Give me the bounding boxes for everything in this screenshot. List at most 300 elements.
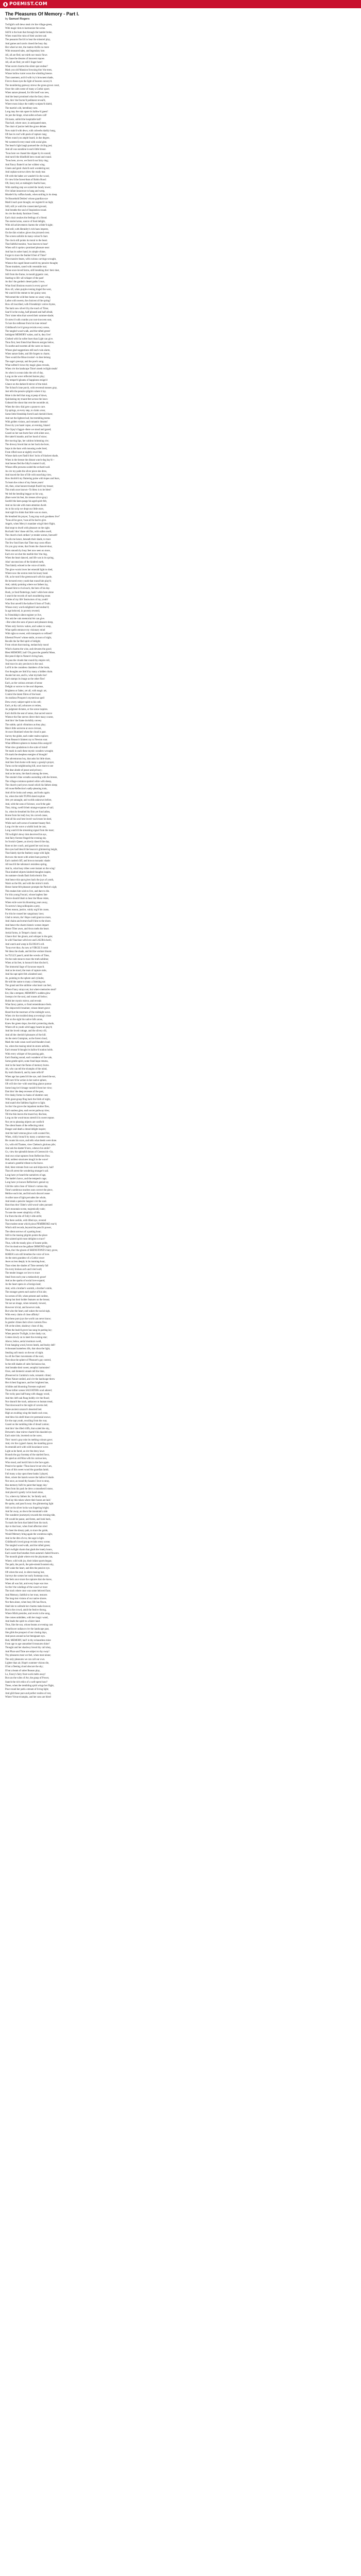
poem-line: On the dim window glows the pictured crest. [5,231,50,234]
poem-line: As the stern grandeur of a Gothic tower [5,1257,45,1260]
poem-line: The shipwreck'd mariner, whose desert grave [5,1007,50,1010]
poem-line: I was of this sweet wood the guardian lamb; [5,1469,49,1472]
poem-line: And Place and Time are subject to thy sway! [5,1650,50,1653]
poem-line: Each, as the various avenues of sense [5,682,42,685]
poem-line: With old achievement charms the wilder'd sight; [5,224,53,227]
poem-line: Thus, with the manly glow of honest pride, [5,1242,48,1245]
poem-line: Recalls the far-fled spirit of delight; [5,640,41,643]
poem-line: The silent sorrows of a parting hour; [5,1230,42,1233]
poem-line: As jars the hinge, what sullen echoes call! [5,114,47,117]
poem-line: When nature fades, and life forgets to charm; [5,352,50,355]
poem-line: And breathe the soul of Inspiration round. [5,209,47,212]
poem-line: Oft will she rise--with searching glance pursue [5,1083,52,1086]
poem-line: Her tatter'd mantle, and her hood of straw; [5,436,47,439]
poem-line: Oft, fancy-led, at midnight's fearful hour, [5,182,46,185]
poem-line: The church-yard yews round which his fathers sleep; [5,784,58,787]
poem-line: Where moss inlays the rudely-sculptur'd shield, [5,103,53,106]
poem-line: On yon gray stone, that fronts the chancel-door, [5,546,53,549]
poem-line: Till the thin leaves the truant boy disclose, [5,1113,47,1116]
poem-line: For this young Foscari, whose hapless fate [5,894,47,897]
site-header [0,0,361,8]
poem-line: Aerial forms, in Tempe's classic vale, [5,931,42,935]
poem-line: And sigh'd to think that little was no more, [5,512,48,515]
poem-line: The sage's precept, and the poet's song. [5,360,44,363]
poem-line: Its emerald arch with wild luxuriance wove. [5,1446,49,1449]
poem-line: The tender images we love to trace [5,1272,40,1275]
poem-line: With giant-grasp fling back the folds of night, [5,1098,51,1101]
poem-line: And hies from home with many a gossip's prayer, [5,761,55,765]
poem-line: Ere, like a tempest, MEMORY's sudden glow [5,992,51,995]
poem-line: When the hush'd grove has sung its parting lay; [5,1329,52,1332]
poem-line: Some long-lov'd image vanish'd from her view; [5,1087,53,1090]
poem-line: The few fond lines that Time may soon efface. [5,542,52,545]
site-logo-text: POEMIST.COM [9,2,47,7]
poem-line: When exile wore his blooming years away, [5,901,48,904]
poem-line: Whose glad suggestions still each vain alarm, [5,349,51,352]
poem-line: When reason, justice, vainly urg'd his cause, [5,909,50,912]
poem-line: And far away, as down the mountain's side [5,1511,48,1514]
poem-line: Giants and genii chain'd each wondering ear; [5,167,50,171]
poem-line: We bless the shade, and bid the verdure bloom: [5,951,52,954]
poem-line: With startling step we scaled the lonely tower; [5,186,51,189]
poem-line: Sooth'd the keen pangs his aged spirit felt, [5,500,47,503]
poem-line: Hence Tiber awes, and Avon melts the heart. [5,928,50,931]
poem-line: Thus, thro' the gloom of SHENSTONE'S fairy grove, [5,1249,58,1252]
poem-line: Mute is the bell that rung at peep of dawn, [5,394,47,397]
poem-line: And gild those pure and perfect realms of rest, [5,1692,52,1695]
poem-line: Stamp but their bolder features on the breast; [5,1298,50,1301]
poem-line: And placed it gently in his hand alone, [5,1492,44,1495]
poem-line: He lectured every youth that round him play'd; [5,580,52,583]
poem-line: The subtle, quick vibrations as they play; [5,723,46,726]
poem-line: And steals a pensive languor o'er the soul. [5,1200,47,1203]
poem-line: Twilight's soft dews steal o'er the village-green, [5,24,53,26]
poem-line: O'er infant innocence to hang and weep, [5,190,45,193]
poem-line: Each stamps its image as the other flies! [5,678,45,681]
poem-line: By truth illumin'd, and by taste refin'd? [5,1072,44,1075]
poem-line: What different spheres to human bliss assign'd! [5,742,52,745]
poem-content [0,8,361,2576]
poem-line: And leads the spirit to a fairer land. [5,1620,40,1623]
poem-line: Roused him to rival each, the hero of his day. [5,587,50,590]
poem-line: Long on the wave reflected lustres play; [5,375,45,378]
poem-line: And, with the sons of Science, woo'd the gale [5,803,51,806]
poem-line: And the loved cottage, and the silvery rill, [5,1030,47,1033]
poem-line: That downward to the night of caverns led; [5,1404,48,1408]
poem-line: Nor shunn'd the track, unknown to human tread, [5,1401,53,1404]
poem-line: A thousand nameless rills, that shun the light, [5,1348,51,1351]
poem-line: A blithe and blooming Forester explored [5,1385,45,1388]
poem-line: And thro' the frame invisibly convey [5,720,42,723]
poem-line: Full many a day upon these banks I played, [5,1472,48,1476]
poem-line: Gild the calm close of Valour's various day. [5,1185,48,1188]
poem-line: And heroes fled the Sibyl's mutter'd call, [5,462,46,465]
poem-line: Awake but one, and lo, what myriads rise! [5,674,47,677]
poem-line: Yet not an image, when remotely viewed, [5,1302,46,1306]
poem-line: And as the sparks of social love expand, [5,1280,45,1283]
poem-line: Thus kindred objects kindred thoughts inspire, [5,871,52,874]
poem-line: In gentler climes their silver currents flow. [5,1321,47,1324]
poem-line: And pours around us her benignant rays. [5,1635,45,1638]
poem-line: Than when the shades of Time serenely fall [5,1264,48,1267]
poem-line: Oft when the soul, in silent musing lost, [5,1571,45,1574]
poem-line: However trivial, and however rude, [5,1306,41,1309]
poem-line: To note the sweet simplicity of life, [5,1211,41,1214]
poem-line: This makes him wish to live, and dare to die. [5,890,50,893]
poem-line: O'er dusky forms in chains of slumber cast; [5,1094,48,1097]
poem-line: And hence this spot gives back the joys of youth, [5,878,54,882]
poem-line: Still to the musing pilgrim points the place [5,1234,47,1237]
poem-line: And games and carols closed the busy day. [5,42,48,45]
poem-line: Arts yet untaught, and worlds unknown before, [5,799,52,802]
poem-line: Far from the din of Folly's idle strife; [5,1215,42,1218]
poem-line: Ah, then, what honest triumph flush'd my breast; [5,485,54,488]
poem-line: Each sweet that breathes from autumn's faded flowers. [5,1552,59,1555]
poem-line: The village-common spotted white with sheep, [5,780,52,783]
poem-line: Delight or sorrow to the soul dispense, [5,686,44,689]
poem-line: Surveys the scenes her early footsteps crost, [5,1574,49,1578]
poem-line: Ah, who can tell the triumphs of the mind, [5,1067,47,1071]
poem-line: What spells entrance my visionary mind [5,629,45,632]
poem-line: Time's sombrous touches soon correct the piece, [5,1189,53,1192]
byline-by: by [5,18,8,21]
poem-line: Mark yon old Mansion frowning thro' the trees, [5,69,53,72]
poem-line: MARIA's urn still breathes the voice of love. [5,1253,50,1256]
poem-line: In age beloved, in poverty revered; [5,610,40,613]
poem-line: Fair on the sight his native hills arose, [5,1019,43,1022]
poem-line: Long watch'd the streaming signal from the mast; [5,829,55,833]
poem-line: And traced the line of life with searching view, [5,473,52,477]
poem-line: The stranger greets each native of his isle; [5,1291,47,1294]
poem-line: The adventurous boy, that asks his little share, [5,757,51,760]
poem-line: That casement, arch'd with ivy's brownest shade, [5,76,54,79]
site-logo[interactable] [3,2,47,7]
poem-line: He told the name to many a listening ear. [5,980,46,984]
poem-line: Lighter than air, Hope's summer-visions die, [5,1662,50,1665]
poem-line: Each sunless glen, each secret pathway tries; [5,1109,50,1112]
poem-line: Ethereal Power! whose smile, at noon of night, [5,636,52,639]
poem-line: And has its sober hand, its simple chime, [5,250,46,253]
poem-line: And lo, what busy tribes were instant on the wing! [5,867,55,870]
poem-line: The mouldering gateway strews the grass-grown court, [5,84,60,87]
poem-line: And the bald veteran glows with wonted fire, [5,1132,50,1135]
poem-line: To pass the clouds that round thy empire roll, [5,659,50,662]
poem-line: Aye to that hour, when fond affection tried [5,1526,47,1529]
poem-line: Some gentle spirit, some fond hope returns, [5,1060,48,1063]
poem-line: Pensive he spoke--'Thou know'st not who I am, [5,1465,52,1468]
poem-line: The Gipsy's faggot--there we stood and gazed; [5,428,52,431]
poem-line: From whom that musing, melancholy mood [5,644,49,647]
poem-line: When Nature smiled, and o'er the landscape threw [5,1378,55,1381]
poem-line: Her eyes had bless'd the beacon's glimmering height, [5,848,58,851]
poem-line: Pour round her path a stream of living light; [5,1688,49,1691]
poem-line: Childhood's lov'd group revisits every scene, [5,326,50,329]
poem-line: What slow gradations in the scale of mind! [5,746,48,749]
poem-line: When the heart danced, and life was in its spring, [5,557,54,560]
poem-line: Her wheel at rest, the matron thrills no more [5,46,50,49]
poem-line: She feels once more the raptures that she knew, [5,1579,52,1582]
poem-line: Go, view the splendid domes of Greenwich--Go, [5,1151,54,1154]
poem-line: When all was fair, and every hope was true. [5,1582,48,1585]
poem-line: At once illumined when the cloud is past. [5,731,46,734]
poem-line: What soften'd views thy magic glass reveals, [5,364,50,367]
poem-line: And the heart promised what the fancy drew. [5,95,50,98]
poem-line: Blest MEMORY, hail! Oh grant the grateful Muse, [5,652,56,655]
poem-line: He spoke, and pass'd away: the glimmering light [5,1503,54,1506]
poem-line: Till twilight's dewy tints deceived his eye, [5,833,47,836]
poem-line: From hanging wood, brown heath, and bushy dell! [5,1344,56,1347]
poem-line: (Bare were his feet, his tresses silver-gray) [5,496,47,499]
poem-line: See, thro' the fractur'd pediment reveal'd, [5,99,46,102]
poem-line: Holds her mystic mirror, and reveals [5,999,42,1003]
poem-line: Here, where the hazels weave the hallow'd shade. [5,1477,55,1479]
poem-line: But can the wiles of Art, the grasp of Power, [5,1677,50,1680]
poem-line: Hail, noblest structures imag'd in the wave! [5,1159,48,1162]
poem-line: It calls me hence, beneath their shade, to trace [5,538,51,541]
poem-line: --But when the sons of peace and pleasure sleep, [5,621,54,624]
poem-line: Control the latent fibres of the heart. [5,693,41,696]
poem-line: So oft the finer movements of the soul, [5,1355,44,1358]
poem-line: Long may the ruin spare its hallow'd guest! [5,110,48,113]
poem-line: Murder'd by ruffian hands, when smiling in its sleep. [5,194,58,197]
poem-line: Where oft in youth with happy hearts he play'd; [5,1026,53,1029]
poem-line: Gazed on her sun-burnt face with silent awe, [5,432,50,435]
poem-line: And chains and torture hail'd him to the shore. [5,920,51,923]
poem-line: Lull'd in the countless chambers of the brain, [5,667,50,670]
poem-line: Where, wild with joy, their infant sports began; [5,1560,52,1563]
poem-line: And on his tale with mute attention dwelt. [5,504,47,507]
poem-line: Soar'd in the swing, half pleased and half afraid, [5,311,53,314]
poem-byline [5,18,356,21]
poem-line: To sorrow's long soliloquies a prey, [5,905,40,908]
poem-line: The only pleasures we can call our own. [5,1658,45,1661]
poem-line: We led the bending beggar on his way, [5,493,44,496]
poem-line: The path, the porch, the pale-streak'd eastern sky, [5,1563,54,1566]
poem-line: And fairy-forests fringed the evening sky. [5,837,47,840]
poem-line: That oft arrest the wondering stranger's sail. [5,1170,49,1173]
poem-line: Still, still ye walk the consecrated ground, [5,205,47,208]
poem-line: With every claim of close affinity! [5,1314,40,1317]
poem-line: And oft he looks and weeps, and looks again. [5,791,51,794]
poem-line: And thro' the rifted cliffs, that scaled the sky, [5,1427,50,1430]
poem-line: The dear abode of peace and privacy; [5,769,42,772]
poem-line: A softer tone of light pervades the whole, [5,1196,46,1199]
poem-line: Oft with the babes we wander'd in the wood, [5,175,50,178]
poem-line: Those once-loved forms, still breathing thro' their dust, [5,269,60,273]
poem-line: We watch'd the emmet to her grainy nest; [5,292,46,295]
poem-body [5,23,356,1699]
poem-line: Still nerv'd for action in her native sphere, [5,1079,47,1082]
poem-line: When round the ruins of their ancient oak [5,35,47,38]
poem-line: As in his scrip we dropt our little store, [5,508,44,511]
poem-line: Where now the sexton rests his hoary head. [5,572,48,575]
poem-line: So TULLY paus'd, amid the wrecks of Time, [5,954,50,957]
poem-line: Starting to life--all whisper of the past! [5,277,44,280]
poem-line: She comes unbidden, with her magic wand, [5,1616,48,1619]
poem-line: This truth once known--To bless is to be blest! [5,489,52,492]
poem-line: Thy temper'd gleams of happiness resign'd [5,379,47,382]
poem-line: So, when he breathed his firm yet fond adieu, [5,810,51,814]
poem-line: Where Virtue triumphs, and her sons are blest! [5,1696,52,1699]
poem-line: Which still records, beyond the pencil's power, [5,1227,52,1230]
poem-line: The grand and the sublime what heart can feel, [5,985,52,988]
poem-line: These, when the trembling spirit wings her flight, [5,1684,54,1687]
poem-line: Turns on the neighbouring hill, once more to see [5,765,54,768]
poem-line: Childhood's loved group revisits every scene; [5,1540,51,1544]
poem-line: 'Twas ever thus. As now at VIRGIL'S tomb [5,946,48,950]
poem-line: And Memory, faithful to her trust, restores [5,1594,47,1597]
poem-line: The immortal Sage of Syracuse repos'd. [5,965,45,969]
poem-line: Light as he fared, as o'er the dewy lawn [5,1450,45,1453]
poem-line: And trace its airy precincts in the soul. [5,663,44,666]
poem-line: That faithful monitor, 'twas heaven to hear! [5,243,48,246]
poem-line: The wanderer journeyed, towards the evening tide, [5,1514,56,1517]
poem-line: 'Twas here we chased the slipper by its sound; [5,152,51,155]
poem-line: Her sainted spirit most delights to trace? [5,1238,45,1241]
poem-line: How oft inscribed, with Friendship's votive rhyme, [5,303,56,307]
poem-line: O'er his dead son the gallant ORMOND sigh'd. [5,1246,52,1249]
poem-line: And, with a brother's warmth, a brother's smile, [5,1287,53,1290]
poem-line: When nature pleased, for life itself was new, [5,92,50,95]
poem-line: Nor then alone, when busy life has flown, [5,1601,47,1604]
poem-line: Now stain'd with dews, with cobwebs darkly hung, [5,129,56,132]
poem-line: Had stopt to dwell with pleasure on the sight. [5,527,50,530]
poem-line: Gazed on the tumbling tide of dread Lodore; [5,1423,50,1427]
poem-line: And watch and weep in ELOISA'S cell. [5,943,45,946]
poem-line: Hail, MEMORY, hail! in thy exhaustless mine [5,1639,51,1642]
poem-line: Each, at thy call, advances or retires, [5,704,42,707]
poem-line: Hail, blest retreats from war and shipwreck, hail! [5,1166,54,1169]
poem-line: Our thoughts are link'd by many a hidden chain. [5,670,53,673]
poem-line: The tangled wood-walk, and the tufted green! [5,330,51,333]
poem-line: (Preserved in Cumbria's rude, romantic clime) [5,1374,51,1377]
poem-line: Knew the green slope, the elm's protecting shade, [5,1022,55,1025]
poem-line: Whose every word enlighten'd and endear'd; [5,606,50,609]
poem-line: And snatch the faithless fugitive to light. [5,1101,46,1105]
poem-line: Each mountain-scene, majestically rude; [5,1208,45,1211]
poem-line: But hark! thro' those old firs, with sullen swell, [5,531,52,534]
poem-line: To mark the form that faded from his track. [5,1522,48,1525]
poem-line: Indulgent MEMORY wakes, and lo, they live! [5,334,51,337]
poem-line: Each treasur'd thought its hallow'd station holds. [5,1049,53,1052]
poem-line: And not the lightest leaf, but trembling teems [5,417,51,420]
poem-line: Comes slowly on to meet the evening-star; [5,1336,48,1340]
poem-line: Dart thro' the deep recesses of the past, [5,1090,44,1093]
poem-line: So, when the musing mind its stores unfolds, [5,1045,50,1048]
poem-line: The heart's light laugh pursued the circling jest; [5,145,53,147]
poem-line: From Reason's faintest ray to Newton soar. [5,738,48,741]
poem-line: And, calmly pointing where our fathers lay, [5,583,48,586]
poem-line: In wild Vaucluse with love and LAURA dwell, [5,939,52,942]
poem-line: And, o'er the cygnet's haunt, the mantling grove [5,1442,53,1445]
poem-line: All touch'd the talisman's resistless spring, [5,863,47,867]
poem-line: 'Twas here, at eve, we form'd our fairy ring; [5,160,48,163]
poem-line: Each floating sound, each wanderer of the vale, [5,1056,53,1059]
poem-line: That modest stone which pious PEMBROKE rear'd; [5,1223,57,1226]
poem-line: I search the records of each mouldering stone. [5,595,51,598]
poem-line: And all his soul best loved--such tears he shed, [5,818,52,821]
poem-line: Still'd is the hum that through the hamlet broke, [5,31,53,34]
poem-line: In Friendship's silent register ye live, [5,614,42,617]
poem-line: When only Sorrow wakes, and wakes to weep, [5,625,52,628]
poem-line: 'And lay this token where their bones are laid.' [5,1499,51,1502]
poem-line: To learn the colour of my future years! [5,481,44,484]
poem-line: And as he turns, the thatch among the trees, [5,773,48,776]
poem-line: First to these eyes the light of heaven convey'd. [5,80,53,83]
poem-line: Snatch the rich relics of a well-spent hour? [5,1681,48,1684]
poem-line: The tangled wood-walk, and the tufted green; [5,1545,51,1548]
poem-line: From rifled roost at nightly revel fed; [5,451,42,454]
poem-line: Or strew'd with crumbs yon root-inwoven seat, [5,318,52,321]
poem-line: He spied an old Man with his curious ken, [5,1458,47,1461]
poem-line: For this he roused her sanguinary laws; [5,912,44,916]
poem-line: As summer-clouds flash forth electric fire. [5,875,47,878]
poem-line: And all the cherish'd pleasures of the hill. [5,1033,46,1037]
poem-line: Nor there awhile, with lifted eye, revered [5,1219,46,1222]
poem-line: Yet mark in each these mystic wonders wrought; [5,750,54,753]
poem-line: Quickening my truant-feet across the lawn: [5,398,48,401]
poem-line: If but a fleeting cloud obscure the sky; [5,1666,43,1669]
poem-line: And own what raptures from Reflection flow. [5,1155,51,1158]
poem-line: While each soft scene of summer-beauty fled. [5,822,51,825]
poem-line: Glad to return, tho' Hope could grant no more, [5,917,52,920]
poem-line: He breathed his prayer, 'Long may such goodness live!' [5,515,60,518]
poem-line: Once, and domestic annals tell the time, [5,1370,45,1374]
poem-line: When pensive Twilight, in her dusky car, [5,1332,46,1335]
poem-line: As thro' the garden's desert paths I rove, [5,281,45,284]
poem-line: The moonlit glade where erst the playmates ran, [5,1556,53,1559]
poem-line: All, all are fled; nor mirth nor music flows [5,54,47,57]
poem-line: And ask the shatter'd hero, whence his smile? [5,1147,51,1150]
poem-author-link[interactable]: Samuel Rogers [9,18,30,21]
poem-line: Whence the fine nerves direct their mazy course, [5,716,54,719]
poem-line: The storied arras, source of fond delight, [5,220,46,223]
poem-line: So thro' the grove the impatient mother flies, [5,1106,50,1109]
poem-line: The drowsy brood that on her back she bore, [5,444,50,447]
poem-line: That, rising, swell'd their strange expanse of sail; [5,807,54,810]
poem-line: Steal from each year a melancholy grace! [5,1276,46,1279]
poem-line: And as he stood, the tears of rapture stole, [5,969,47,972]
poem-line: Oh haste, unfold the hospitable hall! [5,118,41,121]
poem-line: And the cleft oak flung boldly o'er the flood; [5,1397,50,1400]
poem-line: As o'er my palm the silver piece she drew, [5,470,47,473]
poem-line: Those loftier scenes SALVATOR's soul adored; [5,1389,52,1393]
poem-line: But wins the heart, and wakes the social sigh, [5,1310,51,1313]
poem-line: The battle's havoc, and the tempest's rage; [5,1177,47,1180]
poem-line: Imps in the barn with mousing owlet bred, [5,447,47,450]
poem-line: The martin's old, hereditary nest. [5,107,38,110]
poem-line: So Scotia's Queen, as slowly dawn'd the day, [5,841,50,844]
poem-line: The bark now silver'd by the touch of Time; [5,307,49,310]
poem-line: Who stood, and look'd him in the face again. [5,1461,50,1464]
poem-line: Would Memory bring again the wondrous sight, [5,1533,53,1536]
poem-line: Glance thro' the gloom, and whisper in the gale; [5,935,53,938]
poem-line: Alas! unconscious of the kindred earth, [5,561,44,564]
poem-line: When round yon ample board, in due degree, [5,137,50,140]
poem-line: From age to age unnumber'd treasures shine! [5,1643,50,1646]
poem-line: Danger and death a dread delight inspire; [5,1128,46,1131]
poem-line: Or view'd the forest-feats of Robin Hood: [5,179,46,182]
poem-line: Ye Household Deities! whose guardian eye [5,197,48,200]
poem-line: So scenes of life, when present and confest, [5,1295,48,1298]
poem-line: With golden visions, and romantic dreams! [5,421,48,424]
poem-line: Long o'er the wave a wistful look he cast, [5,825,46,828]
poem-line: As studious Prospero's mysterious spell [5,697,45,700]
poem-line: The track where once was some beloved face; [5,1590,51,1593]
poem-line: As o'er the dusky furniture I bend, [5,213,39,216]
poem-line: What fancy paints, or fond remembrance feels. [5,1004,52,1007]
poem-line: Who first unveil'd the hallow'd form of Truth; [5,602,51,605]
